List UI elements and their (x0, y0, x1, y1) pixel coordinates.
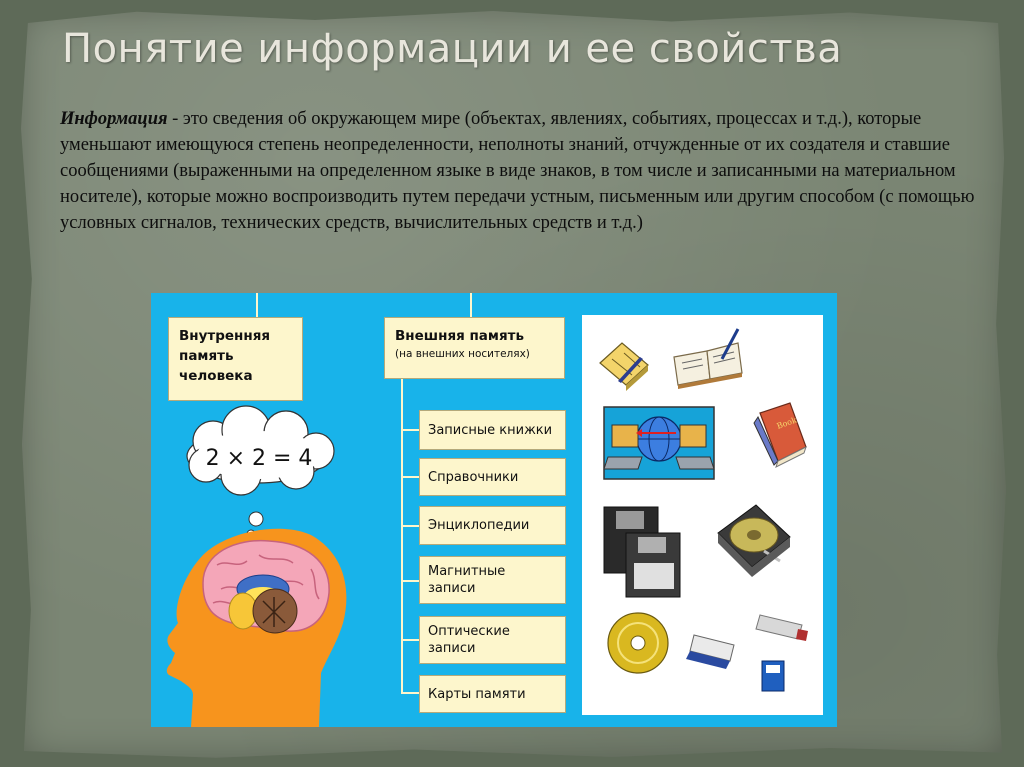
carrier-box-reference-books (419, 458, 566, 496)
internal-memory-line3: человека (179, 368, 253, 384)
connector-line (401, 639, 419, 641)
connector-line (470, 293, 472, 317)
slide-title: Понятие информации и ее свойства (62, 26, 843, 72)
external-memory-box (384, 317, 565, 379)
carrier-label: Энциклопедии (428, 518, 530, 533)
memory-diagram (151, 293, 837, 727)
internal-memory-line2: память (179, 348, 234, 364)
carrier-label: Магнитные записи (428, 564, 506, 596)
connector-line (401, 379, 403, 694)
thought-text: 2 × 2 = 4 (205, 446, 313, 471)
svg-text:Book: Book (775, 415, 798, 431)
carrier-box-optical (419, 616, 566, 664)
brain-icon (203, 541, 329, 633)
connector-line (401, 580, 419, 582)
carrier-box-memory-cards (419, 675, 566, 713)
media-icons-panel (582, 315, 823, 715)
hard-drive-icon (718, 505, 790, 577)
carrier-label: Оптические записи (428, 624, 510, 656)
carrier-box-encyclopedias (419, 506, 566, 545)
connector-line (401, 429, 419, 431)
carrier-box-magnetic (419, 556, 566, 604)
connector-line (401, 525, 419, 527)
carrier-box-notebooks (419, 410, 566, 450)
red-book-icon (754, 403, 806, 467)
external-memory-subtitle: (на внешних носителях) (395, 348, 530, 360)
internal-memory-line1: Внутренняя (179, 328, 271, 344)
usb-flash-drives-icon (686, 615, 808, 669)
carrier-label: Справочники (428, 469, 519, 485)
definition-paragraph (60, 106, 980, 236)
connector-line (401, 476, 419, 478)
external-memory-title: Внешняя память (395, 328, 524, 344)
computers-network-icon (604, 407, 714, 479)
carrier-label: Карты памяти (428, 686, 526, 702)
head-illustration (151, 293, 401, 727)
connector-line (401, 692, 419, 694)
cd-disc-icon (608, 613, 668, 673)
definition-term: Информация (60, 109, 168, 129)
thought-cloud (187, 406, 334, 538)
open-book-icon (674, 329, 742, 389)
carrier-label: Записные книжки (428, 422, 553, 438)
definition-text: - это сведения об окружающем мире (объектах, явлениях, событиях, процессах и т.д.), которые уменьшают имеющуюся степень неопределенности, неполноты знаний, отчужденные от их создателя и ставшие сообщениями (выраженными на определенном языке в виде знаков, в том числе и записанными на материальном носителе), которые можно воспроизводить путем передачи устным, письменным или другим способом (с помощью условных сигналов, технических средств, вычислительных средств и т.д.) (60, 109, 975, 233)
memory-card-icon (762, 661, 784, 691)
notepad-icon (600, 343, 648, 391)
floppy-disks-icon (604, 507, 680, 597)
